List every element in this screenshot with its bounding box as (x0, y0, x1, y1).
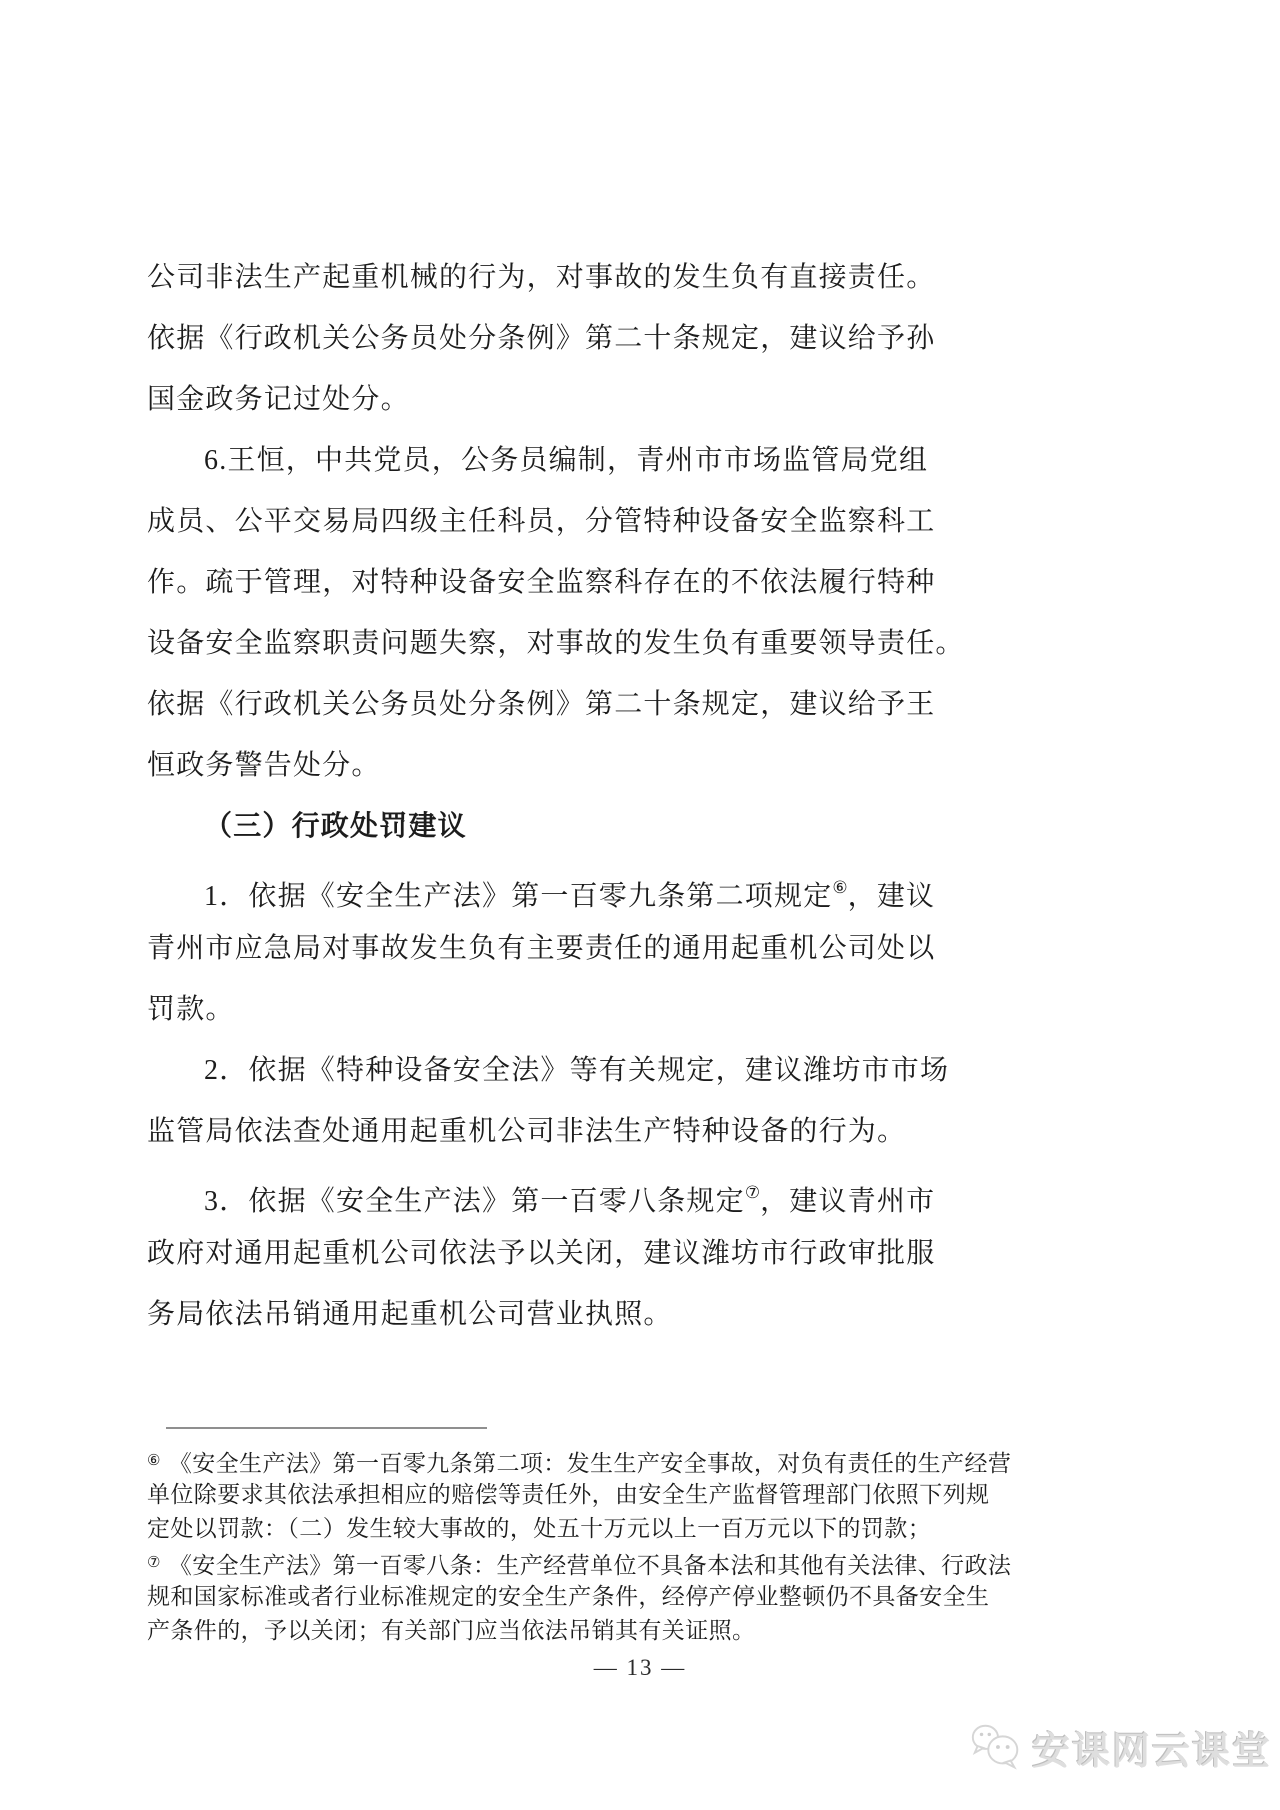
body-line: 依据《行政机关公务员处分条例》第二十条规定，建议给予孙 (147, 323, 936, 354)
footnote-line: ⑥ 《安全生产法》第一百零九条第二项：发生生产安全事故，对负有责任的生产经营 (147, 1451, 1012, 1476)
body-line: 务局依法吊销通用起重机公司营业执照。 (147, 1299, 673, 1330)
footnote-marker: ⑥ (147, 1453, 161, 1469)
body-line: 1．依据《安全生产法》第一百零九条第二项规定⑥，建议 (204, 878, 936, 912)
body-line: 6.王恒，中共党员，公务员编制，青州市市场监管局党组 (204, 445, 929, 476)
body-line: 公司非法生产起重机械的行为，对事故的发生负有直接责任。 (147, 262, 936, 293)
footnote-line: 规和国家标准或者行业标准规定的安全生产条件，经停产停业整顿仍不具备安全生 (147, 1584, 990, 1609)
footnotes-block (147, 1444, 1012, 1648)
watermark-text: 安课网云课堂 (1031, 1730, 1272, 1773)
body-line: 成员、公平交易局四级主任科员，分管特种设备安全监察科工 (147, 506, 936, 537)
page-number: — 13 — (593, 1655, 687, 1680)
body-line: 作。疏于管理，对特种设备安全监察科存在的不依法履行特种 (147, 567, 936, 598)
body-line: 罚款。 (147, 994, 235, 1025)
body-line: 3．依据《安全生产法》第一百零八条规定⑦，建议青州市 (204, 1183, 936, 1217)
footnote-line: 产条件的，予以关闭；有关部门应当依法吊销其有关证照。 (147, 1618, 756, 1643)
body-line: （三）行政处罚建议 (204, 811, 467, 842)
body-line: 设备安全监察职责问题失察，对事故的发生负有重要领导责任。 (147, 628, 965, 659)
footnote-line: 单位除要求其依法承担相应的赔偿等责任外，由安全生产监督管理部门依照下列规 (147, 1482, 990, 1507)
watermark (968, 1718, 1272, 1776)
footnote-reference: ⑥ (832, 878, 848, 897)
footnote-reference: ⑦ (744, 1183, 761, 1202)
footnote-separator (166, 1427, 487, 1429)
chat-bubbles-icon (968, 1718, 1026, 1776)
footnote-marker: ⑦ (147, 1555, 161, 1571)
body-line: 青州市应急局对事故发生负有主要责任的通用起重机公司处以 (147, 933, 936, 964)
body-line: 国金政务记过处分。 (147, 384, 410, 415)
body-line: 监管局依法查处通用起重机公司非法生产特种设备的行为。 (147, 1116, 907, 1147)
body-line: 政府对通用起重机公司依法予以关闭，建议潍坊市行政审批服 (147, 1238, 936, 1269)
footnote-line: 定处以罚款：（二）发生较大事故的，处五十万元以上一百万元以下的罚款； (147, 1516, 932, 1541)
body-text-block (147, 247, 967, 1345)
body-line: 恒政务警告处分。 (147, 750, 381, 781)
body-line: 依据《行政机关公务员处分条例》第二十条规定，建议给予王 (147, 689, 936, 720)
footnote-line: ⑦ 《安全生产法》第一百零八条：生产经营单位不具备本法和其他有关法律、行政法 (147, 1553, 1012, 1578)
body-line: 2．依据《特种设备安全法》等有关规定，建议潍坊市市场 (204, 1055, 950, 1086)
